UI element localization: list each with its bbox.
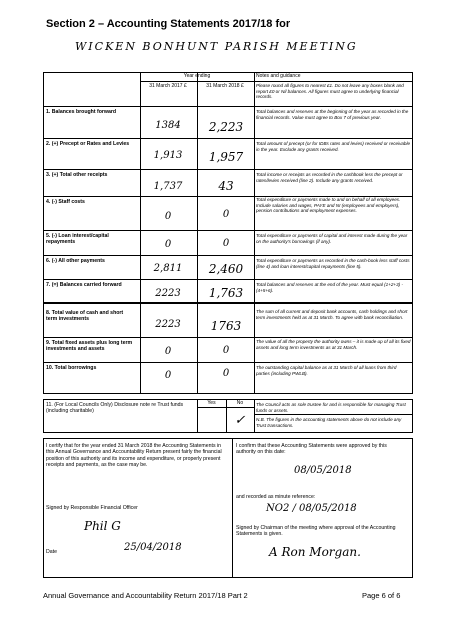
row-value-2018: 2,223 bbox=[208, 120, 244, 134]
section-divider bbox=[44, 302, 412, 304]
council-name: WICKEN BONHUNT PARISH MEETING bbox=[75, 40, 358, 53]
row-note: Total balances and reserves at the end of the year. Must equal (1+2+3) - (4+5+6). bbox=[256, 282, 404, 293]
col-divider bbox=[197, 73, 198, 393]
row-label: 1. Balances brought forward bbox=[46, 109, 117, 115]
row-value-2018: 43 bbox=[218, 179, 234, 193]
trust-note-nb: N.B. The figures in the accounting statements above do not include any Trust transactions. bbox=[256, 417, 402, 428]
header-divider bbox=[140, 81, 412, 82]
trust-no-tick-mark: ✓ bbox=[234, 413, 246, 428]
row-divider bbox=[44, 337, 412, 338]
col-divider bbox=[140, 73, 141, 393]
row-value-2018: 1,763 bbox=[208, 286, 244, 300]
guidance-text: Please round all figures to nearest £1. Do not leave any boxes blank and report £0 or Nil balances. All figures must agree to underlying financial records. bbox=[256, 83, 404, 100]
col-divider bbox=[232, 439, 233, 577]
row-note: Total expenditure or payments as recorded in the cash-book less staff costs (line 4) and loan interest/capital repayments (line 5). bbox=[256, 258, 410, 269]
row-value-2017: 1384 bbox=[155, 120, 181, 131]
col-2017-header: 31 March 2017 £ bbox=[149, 83, 187, 89]
row-divider bbox=[44, 255, 412, 256]
row-value-2018: 0 bbox=[222, 368, 230, 379]
row-note: Total expenditure or payments made to and on behalf of all employees. Include salaries and wages, PAYE and NI (employees and employers), pension contributions and employment expenses. bbox=[256, 197, 401, 214]
trust-note: The Council acts as sole trustee for and is responsible for managing Trust funds or assets. bbox=[256, 402, 406, 413]
col-divider bbox=[254, 73, 255, 393]
row-value-2017: 0 bbox=[164, 370, 172, 381]
notes-header: Notes and guidance bbox=[256, 73, 301, 79]
row-divider bbox=[44, 169, 412, 170]
row-value-2017: 1,913 bbox=[153, 150, 183, 161]
footer-title: Annual Governance and Accountability Return 2017/18 Part 2 bbox=[43, 591, 248, 600]
row-label: 9. Total fixed assets plus long term investments and assets bbox=[46, 340, 133, 352]
trust-funds-box bbox=[43, 399, 413, 433]
row-divider bbox=[44, 230, 412, 231]
row-value-2017: 0 bbox=[164, 346, 172, 357]
row-note: Total amount of precept (or for IDBs rates and levies) received or receivable in the year. Exclude any grants received. bbox=[256, 141, 411, 152]
rfo-date-value: 25/04/2018 bbox=[124, 542, 182, 553]
minute-value: NO2 / 08/05/2018 bbox=[266, 503, 357, 514]
minute-label: and recorded as minute reference: bbox=[236, 494, 316, 500]
confirm-text: I confirm that these Accounting Statements were approved by this authority on this date: bbox=[236, 443, 387, 456]
year-ending-header: Year ending bbox=[183, 73, 211, 79]
row-value-2017: 2223 bbox=[155, 319, 181, 330]
row-label: 6. (-) All other payments bbox=[46, 258, 105, 264]
chair-signature: A Ron Morgan. bbox=[269, 545, 361, 559]
row-label: 2. (+) Precept or Rates and Levies bbox=[46, 141, 130, 147]
row-label: 10. Total borrowings bbox=[46, 365, 97, 371]
row-label: 3. (+) Total other receipts bbox=[46, 172, 108, 178]
row-note: The outstanding capital balance as at 31 March of all loans from third parties (including PWLB). bbox=[256, 365, 397, 376]
row-note: Total income or receipts as recorded in the cashbook less the precept or rates/levies received (line 2). Include any grants received. bbox=[256, 172, 403, 183]
rfo-date-label: Date bbox=[46, 549, 57, 555]
row-value-2018: 1,957 bbox=[208, 150, 244, 164]
row-note: The sum of all current and deposit bank accounts, cash holdings and short term investments held as at 31 March. To agree with bank reconciliation. bbox=[256, 309, 408, 320]
row-label: 8. Total value of cash and short term investments bbox=[46, 310, 124, 322]
page-number: Page 6 of 6 bbox=[362, 591, 401, 600]
row-value-2018: 0 bbox=[222, 238, 230, 249]
row-value-2017: 2223 bbox=[155, 288, 181, 299]
section-title: Section 2 – Accounting Statements 2017/18 for bbox=[46, 18, 291, 30]
row-divider bbox=[44, 362, 412, 363]
approval-date-value: 08/05/2018 bbox=[294, 465, 352, 476]
trust-yes-header: Yes bbox=[207, 400, 216, 406]
row-divider bbox=[44, 138, 412, 139]
row-divider bbox=[44, 279, 412, 280]
row-note: The value of all the property the authority owns – it is made up of all its fixed assets and long term investments as at 31 March. bbox=[256, 339, 411, 350]
row-value-2018: 1763 bbox=[210, 319, 242, 333]
row-value-2017: 1,737 bbox=[153, 181, 183, 192]
row-label: 7. (=) Balances carried forward bbox=[46, 282, 122, 288]
accounting-statements-table bbox=[43, 72, 413, 394]
trust-label: 11. (For Local Councils Only) Disclosure note re Trust funds (including charitable) bbox=[46, 402, 184, 414]
row-note: Total balances and reserves at the beginning of the year as recorded in the financial records. Value must agree to Box 7 of previous year. bbox=[256, 109, 409, 120]
certify-text: I certify that for the year ended 31 March 2018 the Accounting Statements in this Annual Governance and Accountability Return present fairly the financial position of this authority and its income and expenditure, or properly present receipts and payments, as the case may be. bbox=[46, 443, 222, 469]
certification-box bbox=[43, 438, 413, 578]
row-divider bbox=[44, 106, 412, 107]
row-label: 5. (-) Loan interest/capital repayments bbox=[46, 233, 109, 245]
row-note: Total expenditure or payments of capital and interest made during the year on the authority's borrowings (if any). bbox=[256, 233, 408, 244]
row-divider bbox=[254, 414, 412, 415]
row-value-2018: 2,460 bbox=[208, 262, 244, 276]
row-value-2018: 0 bbox=[222, 209, 230, 220]
col-divider bbox=[254, 400, 255, 432]
rfo-signature: Phil G bbox=[84, 519, 121, 533]
row-value-2017: 0 bbox=[164, 211, 172, 222]
row-label: 4. (-) Staff costs bbox=[46, 199, 85, 205]
chair-signed-label: Signed by Chairman of the meeting where approval of the Accounting Statements is given. bbox=[236, 525, 396, 538]
row-value-2018: 0 bbox=[222, 345, 230, 356]
trust-no-header: No bbox=[236, 400, 244, 406]
rfo-signed-label: Signed by Responsible Financial Officer bbox=[46, 505, 138, 511]
yes-no-divider bbox=[197, 407, 254, 408]
row-value-2017: 0 bbox=[164, 239, 172, 250]
row-value-2017: 2,811 bbox=[153, 263, 183, 274]
col-2018-header: 31 March 2018 £ bbox=[206, 83, 244, 89]
